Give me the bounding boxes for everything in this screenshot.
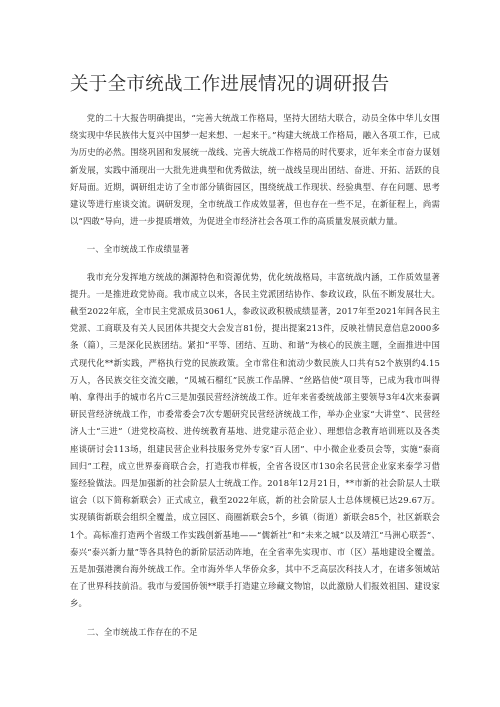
section-1-paragraph: 我市充分发挥地方统战的渊源特色和资源优势，优化统战格局，丰富统战内涵，工作质效显著提升。一是推进政党协商。我市成立以来，各民主党派团结协作、参政议政，队伍不断发展壮大。截至2022年底，全市民主党派成员3061人，参政议政积极成绩显著，2017年至2021年间各民主党派、工商联及有关人民团体共提交大会发言81份，提出提案213件，反映社情民意信息2000多条（篇），三是深化民族团结。紧扣“平等、团结、互助、和谐”为核心的民族主题，全面推进中国式现代化**新实践，严格执行党的民族政策。全市常住和流动少数民族人口共有52个族别约4.15万人，各民族交往交流交融，“凤城石榴红”民族工作品牌、“丝路信使”项目等，已成为我市叫得响、拿得出手的城市名片C三是加强民营经济统战工作。近年来省委统战部主要领导3年4次来泰调研民营经济统战工作，市委常委会7次专题研究民营经济统战工作，举办企业家“大讲堂”、民营经济人士“三进”（进党校高校、进传统教育基地、进党建示范企业）、理想信念教育培训班以及各类座谈研讨会113场，组建民营企业科技服务党外专家“百人团”、中小微企业委员会等，实施“泰商回归”工程，成立世界泰商联合会，打造我市样板，全省各设区市130余名民营企业家来泰学习借鉴经验做法。四是加强新的社会阶层人士统战工作。2018年12月21日，**市新的社会阶层人士联谊会（以下简称新联会）正式成立，截至2022年底，新的社会阶层人士总体规模已达29.67万。实现镇街新联会组织全覆盖，成立园区、商圈新联会5个，乡镇（街道）新联会85个，社区新联会1个。高标准打造两个省级工作实践创新基地——“儒新社”和“未来之城”以及靖江“马洲心联荟”、泰兴“泰兴新力量”等各具特色的新阶层活动阵地，在全省率先实现市、市（区）基地建设全覆盖。五是加强港澳台海外统战工作。全市海外华人华侨众多，其中不乏高层次科技人才，在诸多领域站在了世界科技前沿。我市与爱国侨领**联手打造建立珍藏文物馆，以此激励人们报效祖国、建设家乡。 <box>70 271 440 609</box>
document-title: 关于全市统战工作进展情况的调研报告 <box>70 74 390 95</box>
section-2-heading: 二、全市统战工作存在的不足 <box>86 626 198 637</box>
intro-paragraph: 党的二十大报告明确提出，“完善大统战工作格局，坚持大团结大联合，动员全体中华儿女围绕实现中华民族伟大复兴中国梦一起来想、一起来干。”构建大统战工作格局，融入各项工作，已成为历史的必然。围绕巩固和发展统一战线、完善大统战工作格局的时代要求，近年来全市奋力谋划新发展，实践中涌现出一大批先进典型和优秀做法，统一战线呈现出团结、奋进、开拓、活跃的良好局面。近期，调研组走访了全市部分镇街园区，围绕统战工作现状、经验典型、存在问题、思考建议等进行座谈交流。调研发现，全市统战工作成效显著，但也存在一些不足，在新征程上，尚需以“四敢”导向，进一步提质增效，为促进全市经济社会各项工作的高质量发展贡献力量。 <box>70 113 440 227</box>
section-1-heading: 一、全市统战工作成绩显著 <box>86 244 190 255</box>
